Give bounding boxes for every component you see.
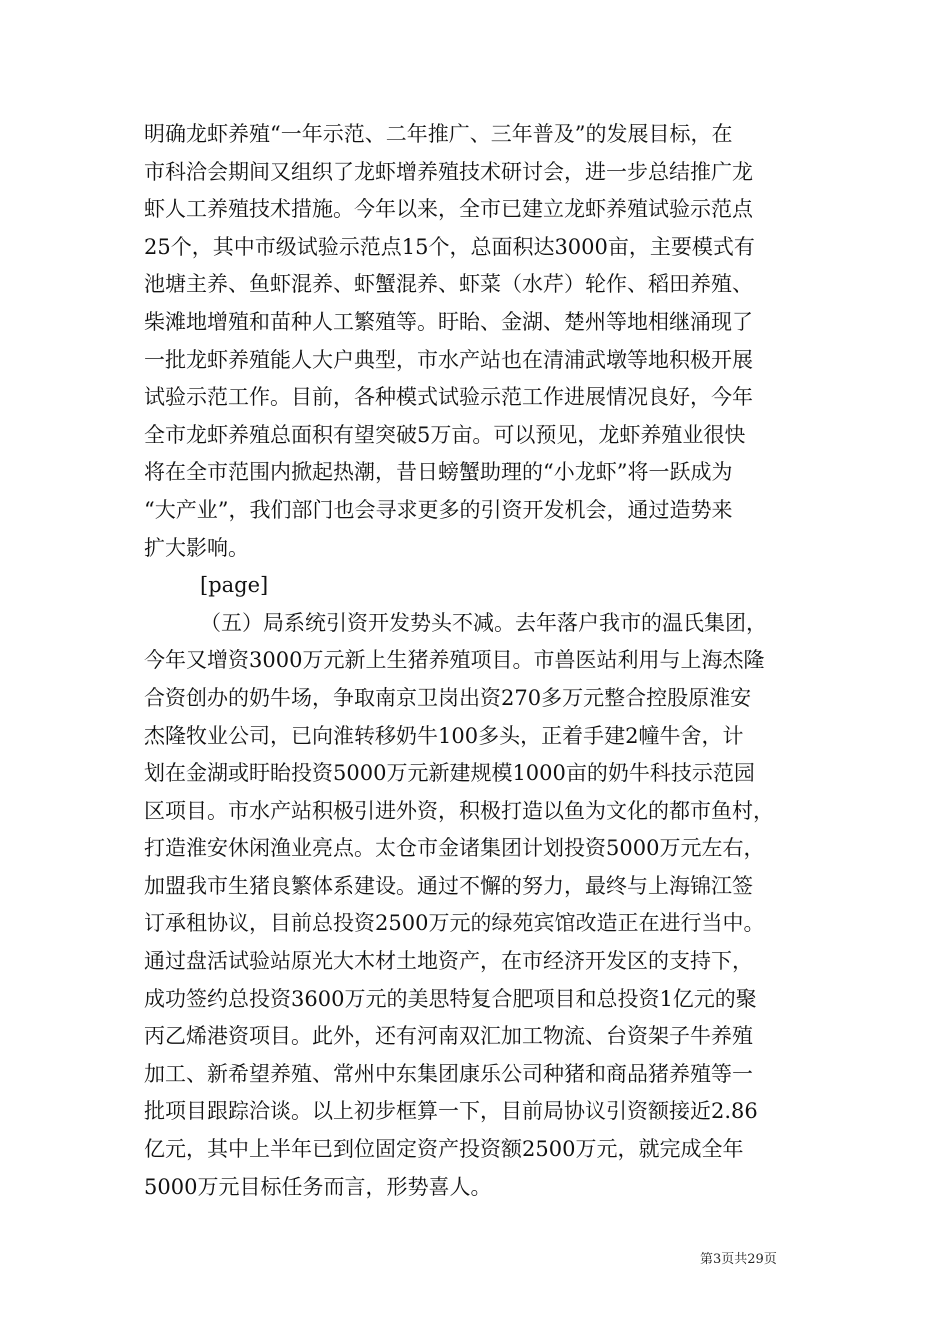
page-marker: [page] (200, 573, 269, 598)
text-line: 加盟我市生猪良繁体系建设。通过不懈的努力，最终与上海锦江签 (144, 873, 753, 898)
text-line: 一批龙虾养殖能人大户典型，市水产站也在清浦武墩等地积极开展 (144, 347, 753, 372)
text-line: 试验示范工作。目前，各种模式试验示范工作进展情况良好，今年 (144, 385, 753, 410)
text-line: “大产业”，我们部门也会寻求更多的引资开发机会，通过造势来 (144, 497, 733, 522)
text-line: 成功签约总投资3600万元的美思特复合肥项目和总投资1亿元的聚 (144, 986, 757, 1011)
text-line: 划在金湖或盱眙投资5000万元新建规模1000亩的奶牛科技示范园 (144, 761, 755, 786)
text-line: 通过盘活试验站原光大木材土地资产，在市经济开发区的支持下， (144, 949, 753, 974)
text-line: 全市龙虾养殖总面积有望突破5万亩。可以预见，龙虾养殖业很快 (144, 422, 746, 447)
text-line: 柴滩地增殖和苗种人工繁殖等。盱眙、金湖、楚州等地相继涌现了 (144, 309, 753, 334)
text-line: 区项目。市水产站积极引进外资，积极打造以鱼为文化的都市鱼村， (144, 798, 774, 823)
text-line: 虾人工养殖技术措施。今年以来，全市已建立龙虾养殖试验示范点 (144, 197, 753, 222)
text-line: 25个，其中市级试验示范点15个，总面积达3000亩，主要模式有 (144, 234, 755, 259)
text-line: 将在全市范围内掀起热潮，昔日螃蟹助理的“小龙虾”将一跃成为 (144, 460, 733, 485)
page-number-footer: 第3页共29页 (700, 1252, 777, 1267)
text-line: 加工、新希望养殖、常州中东集团康乐公司种猪和商品猪养殖等一 (144, 1061, 753, 1086)
text-line: （五）局系统引资开发势头不减。去年落户我市的温氏集团， (200, 610, 767, 635)
text-line: 今年又增资3000万元新上生猪养殖项目。市兽医站利用与上海杰隆 (144, 648, 765, 673)
text-line: 市科洽会期间又组织了龙虾增养殖技术研讨会，进一步总结推广龙 (144, 159, 753, 184)
text-line: 合资创办的奶牛场，争取南京卫岗出资270多万元整合控股原淮安 (144, 685, 752, 710)
body-text (144, 116, 814, 1206)
text-line: 亿元，其中上半年已到位固定资产投资额2500万元，就完成全年 (144, 1137, 744, 1162)
text-line: 明确龙虾养殖“一年示范、二年推广、三年普及”的发展目标，在 (144, 122, 733, 146)
text-line: 订承租协议，目前总投资2500万元的绿苑宾馆改造正在进行当中。 (144, 911, 765, 936)
text-line: 丙乙烯港资项目。此外，还有河南双汇加工物流、台资架子牛养殖 (144, 1024, 753, 1049)
text-line: 扩大影响。 (144, 535, 249, 560)
text-line: 杰隆牧业公司，已向淮转移奶牛100多头，正着手建2幢牛舍，计 (144, 723, 744, 748)
text-line: 5000万元目标任务而言，形势喜人。 (144, 1174, 492, 1199)
text-line: 打造淮安休闲渔业亮点。太仓市金诸集团计划投资5000万元左右， (144, 836, 765, 861)
text-line: 批项目跟踪洽谈。以上初步框算一下，目前局协议引资额接近2.86 (144, 1099, 758, 1124)
text-line: 池塘主养、鱼虾混养、虾蟹混养、虾菜（水芹）轮作、稻田养殖、 (144, 272, 753, 297)
